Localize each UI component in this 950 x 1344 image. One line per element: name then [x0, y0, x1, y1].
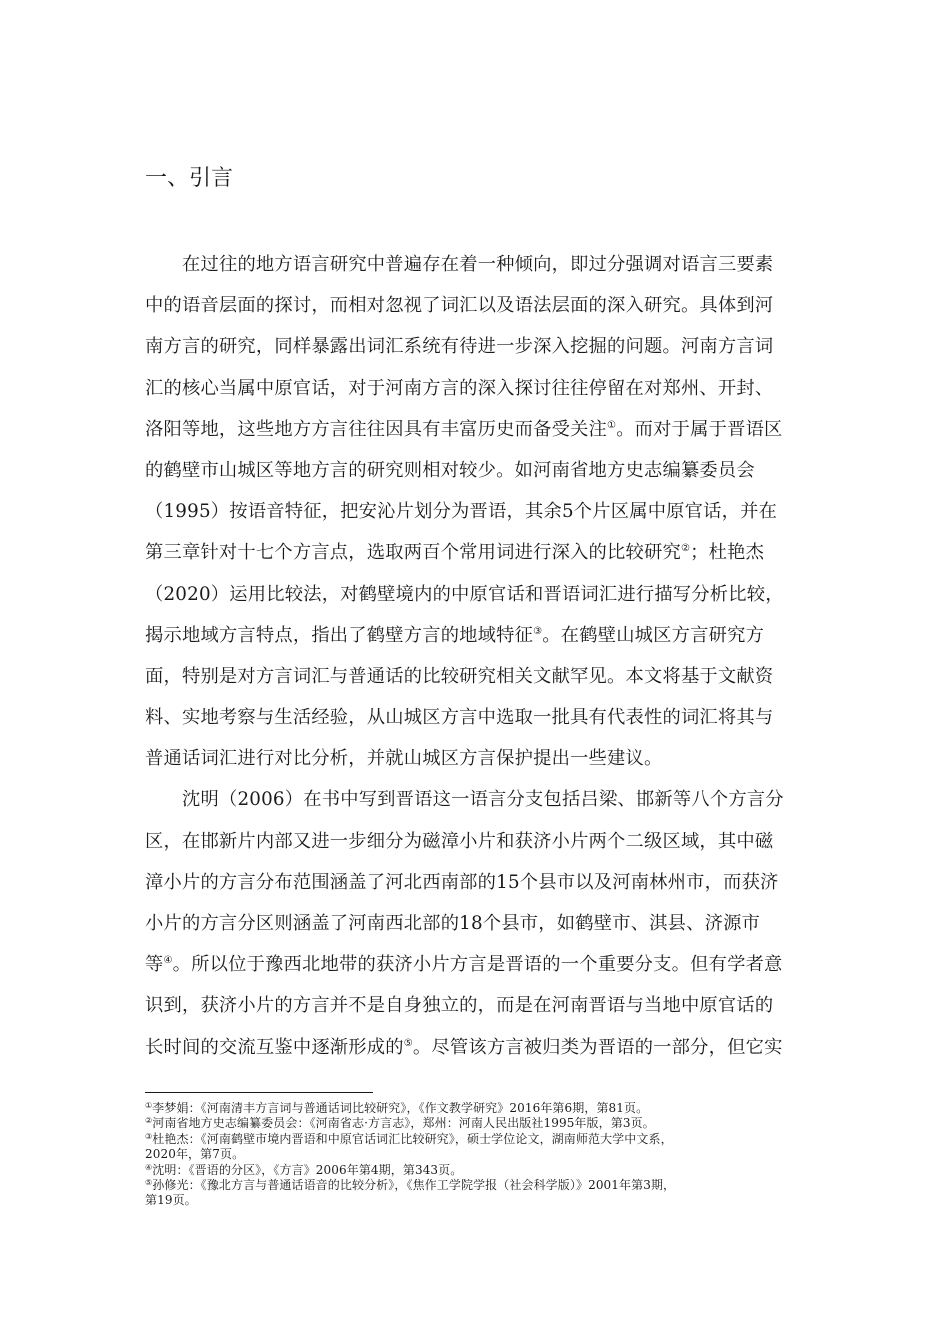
- footnote-reference[interactable]: ⑤: [403, 1037, 413, 1049]
- paragraph-line: 小片的方言分区则涵盖了河南西北部的18个县市，如鹤壁市、淇县、济源市: [145, 913, 761, 934]
- section-heading: 一、引言: [145, 166, 234, 191]
- footnote-mark: ⑤: [145, 1178, 153, 1188]
- footnote-mark: ①: [145, 1101, 153, 1110]
- line-text: 。所以位于豫西北地带的获济小片方言是晋语的一个重要分支。但有学者意: [172, 954, 783, 976]
- footnote-reference[interactable]: ①: [607, 419, 617, 431]
- footnotes: [145, 1101, 825, 1209]
- footnote-mark: ④: [145, 1162, 153, 1172]
- paragraph-line: 沈明（2006）在书中写到晋语这一语言分支包括吕梁、邯新等八个方言分: [182, 789, 784, 811]
- footnote-reference[interactable]: ④: [163, 955, 173, 967]
- paragraph-line: [145, 532, 810, 573]
- footnote-text: 孙修光：《豫北方言与普通话语音的比较分析》，《焦作工学院学报（社会科学版）》2001年第3期，: [152, 1178, 676, 1193]
- body-text: [145, 244, 810, 1068]
- line-text: 。尽管该方言被归类为晋语的一部分，但它实: [412, 1036, 783, 1058]
- paragraph-line: [145, 1027, 810, 1068]
- line-text: 。而对于属于晋语区: [616, 418, 783, 440]
- line-text: 等: [145, 954, 164, 976]
- line-text: 。在鹤壁山城区方言研究方: [542, 624, 765, 646]
- paragraph-line: 的鹤壁市山城区等地方言的研究则相对较少。如河南省地方史志编纂委员会: [145, 459, 755, 481]
- line-text: 揭示地域方言特点，指出了鹤壁方言的地域特征: [145, 624, 534, 646]
- footnote: [145, 1193, 825, 1208]
- paragraph-line: 料、实地考察与生活经验，从山城区方言中选取一批具有代表性的词汇将其与: [145, 707, 774, 729]
- footnote-mark: ②: [145, 1116, 153, 1126]
- footnote: [145, 1147, 825, 1162]
- paragraph-line: 中的语音层面的探讨，而相对忽视了词汇以及语法层面的深入研究。具体到河: [145, 295, 774, 317]
- footnote-text: 第19页。: [145, 1193, 197, 1208]
- paragraph-line: [145, 615, 810, 656]
- footnote: [145, 1132, 825, 1147]
- footnote-reference[interactable]: ②: [680, 543, 691, 555]
- footnote-mark: ③: [145, 1131, 153, 1141]
- paragraph-line: [145, 409, 810, 450]
- paragraph-line: 普通话词汇进行对比分析，并就山城区方言保护提出一些建议。: [145, 748, 663, 770]
- footnote: [145, 1116, 825, 1131]
- paragraph-line: 漳小片的方言分布范围涵盖了河北西南部的15个县市以及河南林州市，而获济: [145, 871, 779, 893]
- footnote-reference[interactable]: ③: [533, 625, 543, 637]
- paragraph-line: 面，特别是对方言词汇与普通话的比较研究相关文献罕见。本文将基于文献资: [145, 665, 774, 687]
- paragraph-line: 汇的核心当属中原官话，对于河南方言的深入探讨往往停留在对郑州、开封、: [145, 377, 774, 399]
- line-text: 第三章针对十七个方言点，选取两百个常用词进行深入的比较研究: [145, 542, 681, 564]
- paragraph-line: 在过往的地方语言研究中普遍存在着一种倾向，即过分强调对语言三要素: [182, 254, 774, 275]
- paragraph-line: （2020）运用比较法，对鹤壁境内的中原官话和晋语词汇进行描写分析比较，: [145, 583, 784, 605]
- footnote-text: 沈明：《晋语的分区》，《方言》2006年第4期，第343页。: [152, 1162, 463, 1177]
- line-text: 长时间的交流互鉴中逐渐形成的: [145, 1036, 404, 1058]
- footnote: [145, 1178, 825, 1193]
- footnote: [145, 1163, 825, 1178]
- line-text: ；杜艳杰: [690, 542, 765, 564]
- footnote-text: 河南省地方史志编纂委员会：《河南省志·方言志》，郑州：河南人民出版社1995年版，第3页。: [152, 1116, 655, 1131]
- footnote-separator: [145, 1092, 373, 1093]
- footnote-text: 李梦娟：《河南清丰方言词与普通话词比较研究》，《作文教学研究》2016年第6期，第81页。: [152, 1101, 649, 1115]
- paragraph-line: （1995）按语音特征，把安沁片划分为晋语，其余5个片区属中原官话，并在: [145, 501, 778, 523]
- paragraph-line: 南方言的研究，同样暴露出词汇系统有待进一步深入挖掘的问题。河南方言词: [145, 336, 774, 358]
- paragraph-line: 识到，获济小片的方言并不是自身独立的，而是在河南晋语与当地中原官话的: [145, 995, 774, 1017]
- footnote-text: 2020年，第7页。: [145, 1147, 245, 1162]
- footnote-text: 杜艳杰：《河南鹤壁市境内晋语和中原官话词汇比较研究》，硕士学位论文，湖南师范大学中文系，: [152, 1131, 673, 1146]
- paragraph-line: [145, 944, 810, 985]
- paragraph-line: 区，在邯新片内部又进一步细分为磁漳小片和获济小片两个二级区域，其中磁: [145, 830, 774, 852]
- footnote: [145, 1101, 825, 1116]
- line-text: 洛阳等地，这些地方方言往往因具有丰富历史而备受关注: [145, 418, 608, 440]
